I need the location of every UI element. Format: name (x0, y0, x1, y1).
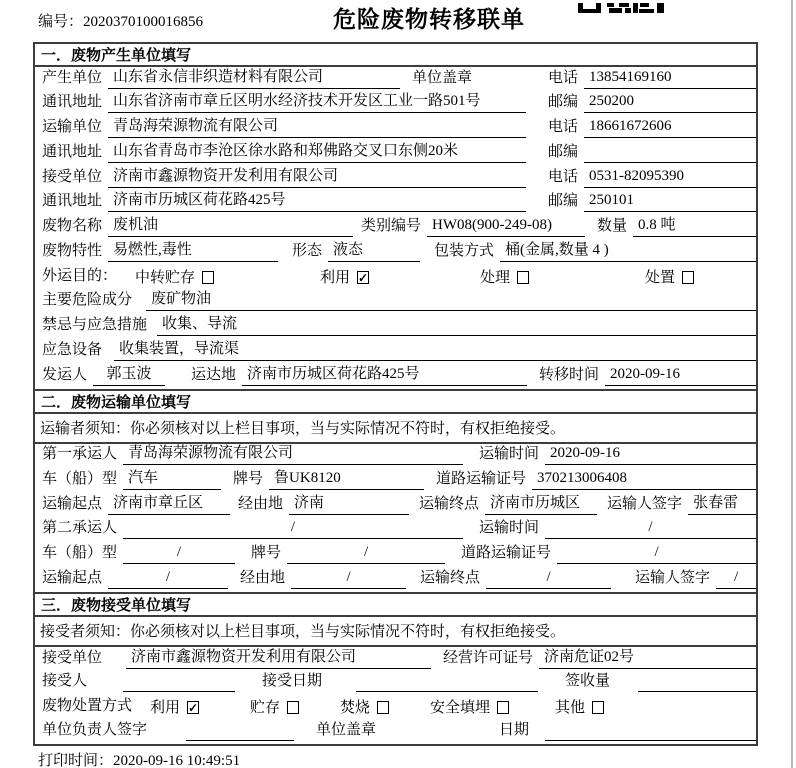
disposal-option-burn-label: 焚烧 (340, 700, 371, 717)
purpose-option-dispose-label: 处置 (645, 269, 676, 286)
receiver-zip-value: 250101 (584, 191, 756, 212)
responsible-sign-value (186, 721, 294, 741)
purpose-treat-checkbox-icon (517, 271, 529, 284)
disposal-use-checkbox-icon (187, 701, 199, 714)
vehicle1-permit-value: 370213006408 (532, 469, 756, 490)
dispatch-dest-value: 济南市历城区荷花路425号 (242, 365, 527, 386)
waste-name-label: 废物名称 (42, 218, 103, 235)
accept-date-label: 接受日期 (262, 673, 323, 690)
vehicle1-permit-label: 道路运输证号 (436, 471, 527, 488)
producer-seal-label: 单位盖章 (412, 69, 473, 86)
producer-row (35, 67, 756, 92)
responsible-sign-row (35, 720, 756, 744)
producer-address-label: 通讯地址 (42, 94, 103, 111)
route2-end-label: 运输终点 (420, 569, 481, 586)
route1-start-label: 运输起点 (42, 495, 103, 512)
equipment-label: 应急设备 (42, 341, 103, 358)
waste-pack-label: 包装方式 (434, 242, 495, 259)
print-time (38, 749, 240, 768)
carrier2-time-value: / (545, 518, 756, 539)
waste-props-row (35, 240, 756, 265)
unit-seal-label: 单位盖章 (316, 721, 377, 738)
dispatch-time-label: 转移时间 (539, 366, 600, 383)
accept-unit-label: 接受单位 (42, 649, 103, 666)
route1-start-value: 济南市章丘区 (108, 494, 230, 515)
page-title: 危险废物转移联单 (333, 7, 525, 32)
hazard-row (35, 290, 756, 315)
vehicle1-plate-value: 鲁UK8120 (269, 469, 424, 490)
waste-pack-value: 桶(金属,数量 4 ) (500, 241, 756, 262)
carrier1-row (35, 444, 756, 469)
disposal-option-other (555, 696, 604, 717)
emergency-label: 禁忌与应急措施 (42, 317, 148, 334)
receiver-phone-value: 0531-82095390 (584, 167, 756, 188)
receiver-address-value: 济南市历城区荷花路425号 (108, 191, 526, 212)
vehicle1-type-label: 车（船）型 (42, 471, 118, 488)
producer-address-value: 山东省济南市章丘区明水经济技术开发区工业一路501号 (108, 92, 526, 113)
producer-label: 产生单位 (42, 69, 103, 86)
disposal-label: 废物处置方式 (42, 698, 133, 715)
vehicle2-row (35, 542, 756, 567)
serial-value: 2020370100016856 (83, 14, 204, 30)
receiver-address-label: 通讯地址 (42, 193, 103, 210)
serial-number (38, 10, 203, 31)
print-time-label: 打印时间： (38, 753, 114, 768)
disposal-other-checkbox-icon (592, 701, 604, 714)
responsible-sign-label: 单位负责人签字 (42, 721, 148, 738)
dispatch-person-label: 发运人 (42, 366, 88, 383)
disposal-option-landfill-label: 安全填埋 (430, 700, 491, 717)
waste-qty-value: 0.8 吨 (633, 216, 756, 237)
disposal-store-checkbox-icon (287, 701, 299, 714)
transporter-label: 运输单位 (42, 119, 103, 136)
disposal-row (35, 695, 756, 720)
vehicle2-plate-value: / (287, 543, 445, 564)
receiver-zip-label: 邮编 (547, 193, 578, 210)
carrier2-row (35, 518, 756, 543)
disposal-option-use-label: 利用 (150, 700, 181, 717)
receiver-notice: 接受者须知：你必须核对以上栏目事项，当与实际情况不符时，有权拒绝接受。 (35, 617, 756, 647)
waste-props-value: 易燃性,毒性 (108, 241, 278, 262)
waste-form-value: 液态 (328, 241, 420, 262)
disposal-option-burn (340, 696, 430, 717)
dispatch-row (35, 364, 756, 389)
transporter-address-value: 山东省青岛市李沧区徐水路和郑佛路交叉口东侧20米 (108, 142, 526, 163)
accept-qty-value (638, 672, 756, 692)
vehicle2-type-label: 车（船）型 (42, 545, 118, 562)
disposal-option-landfill (430, 696, 555, 717)
vehicle2-type-value: / (123, 543, 235, 564)
carrier2-time-label: 运输时间 (479, 520, 540, 537)
purpose-option-use-label: 利用 (320, 269, 351, 286)
accept-qty-label: 签收量 (565, 673, 611, 690)
route2-row (35, 567, 756, 592)
equipment-value: 收集装置，导流渠 (114, 340, 756, 361)
route1-via-label: 经由地 (238, 495, 284, 512)
receiver-value: 济南市鑫源物资开发利用有限公司 (108, 167, 526, 188)
producer-value: 山东省永信非织造材料有限公司 (108, 68, 400, 89)
producer-phone-label: 电话 (547, 69, 578, 86)
route1-sign-label: 运输人签字 (607, 495, 683, 512)
transporter-zip-value (584, 143, 756, 163)
disposal-option-other-label: 其他 (555, 700, 586, 717)
accept-unit-row (35, 647, 756, 672)
waste-form-label: 形态 (292, 242, 323, 259)
vehicle1-plate-label: 牌号 (233, 471, 264, 488)
accept-person-label: 接受人 (42, 673, 88, 690)
purpose-label: 外运目的： (42, 267, 118, 284)
disposal-burn-checkbox-icon (377, 701, 389, 714)
sign-date-value (545, 721, 756, 741)
equipment-row (35, 339, 756, 364)
vehicle2-permit-label: 道路运输证号 (461, 545, 552, 562)
purpose-use-checkbox-icon (357, 271, 369, 284)
route2-sign-value: / (716, 568, 756, 589)
disposal-landfill-checkbox-icon (497, 701, 509, 714)
purpose-option-treat-label: 处理 (480, 269, 511, 286)
accept-unit-value: 济南市鑫源物资开发利用有限公司 (126, 648, 431, 669)
route2-start-value: / (108, 568, 228, 589)
serial-label: 编号： (38, 14, 84, 30)
producer-phone-value: 13854169160 (584, 68, 756, 89)
producer-address-row (35, 92, 756, 117)
waste-name-value: 废机油 (108, 216, 353, 237)
receiver-row (35, 166, 756, 191)
hazard-value: 废矿物油 (146, 290, 756, 311)
dispatch-person-value: 郭玉波 (93, 365, 165, 386)
route1-end-value: 济南市历城区 (485, 494, 597, 515)
transporter-value: 青岛海荣源物流有限公司 (108, 117, 526, 138)
receiver-address-row (35, 191, 756, 216)
vehicle2-plate-label: 牌号 (251, 545, 282, 562)
waste-name-row (35, 215, 756, 240)
producer-zip-label: 邮编 (547, 94, 578, 111)
print-time-value: 2020-09-16 10:49:51 (113, 753, 241, 768)
route2-sign-label: 运输人签字 (635, 569, 711, 586)
section1-header: 一．废物产生单位填写 (35, 44, 756, 67)
receiver-phone-label: 电话 (547, 168, 578, 185)
waste-code-label: 类别编号 (361, 218, 422, 235)
carrier2-value: / (123, 518, 463, 539)
accept-person-value (123, 672, 235, 692)
vehicle1-row (35, 468, 756, 493)
transporter-phone-label: 电话 (547, 119, 578, 136)
route2-via-label: 经由地 (240, 569, 286, 586)
route2-via-value: / (291, 568, 406, 589)
purpose-dispose-checkbox-icon (682, 271, 694, 284)
producer-zip-value: 250200 (584, 92, 756, 113)
purpose-transfer-checkbox-icon (202, 271, 214, 284)
transporter-notice: 运输者须知：你必须核对以上栏目事项，当与实际情况不符时，有权拒绝接受。 (35, 414, 756, 444)
purpose-option-use (320, 266, 480, 287)
dispatch-dest-label: 运达地 (191, 366, 237, 383)
hazard-label: 主要危险成分 (42, 292, 133, 309)
route1-row (35, 493, 756, 518)
transporter-row (35, 116, 756, 141)
section3-header: 三．废物接受单位填写 (35, 592, 756, 617)
section2-header: 二．废物运输单位填写 (35, 389, 756, 414)
receiver-label: 接受单位 (42, 168, 103, 185)
route1-sign-value: 张春雷 (688, 494, 756, 515)
carrier1-time-label: 运输时间 (479, 446, 540, 463)
route2-end-value: / (486, 568, 611, 589)
purpose-option-treat (480, 266, 645, 287)
route1-via-value: 济南 (289, 494, 409, 515)
disposal-option-store-label: 贮存 (250, 700, 281, 717)
page-edge-line (791, 0, 793, 768)
carrier2-label: 第二承运人 (42, 520, 118, 537)
license-label: 经营许可证号 (443, 649, 534, 666)
transporter-address-label: 通讯地址 (42, 143, 103, 160)
route2-start-label: 运输起点 (42, 569, 103, 586)
carrier1-value: 青岛海荣源物流有限公司 (123, 444, 463, 465)
manifest-form-table (33, 42, 758, 746)
vehicle1-type-value: 汽车 (123, 469, 221, 490)
accept-person-row (35, 672, 756, 696)
carrier1-time-value: 2020-09-16 (545, 444, 756, 465)
waste-code-value: HW08(900-249-08) (427, 216, 585, 237)
qr-code-icon (578, 0, 666, 18)
route1-end-label: 运输终点 (419, 495, 480, 512)
purpose-option-transfer-label: 中转贮存 (135, 269, 196, 286)
vehicle2-permit-value: / (557, 543, 756, 564)
waste-props-label: 废物特性 (42, 242, 103, 259)
disposal-option-store (250, 696, 340, 717)
emergency-value: 收集、导流 (157, 315, 756, 336)
transporter-address-row (35, 141, 756, 166)
disposal-option-use (150, 696, 250, 717)
license-value: 济南危证02号 (539, 648, 756, 669)
waste-qty-label: 数量 (597, 218, 628, 235)
transporter-zip-label: 邮编 (547, 143, 578, 160)
emergency-row (35, 314, 756, 339)
dispatch-time-value: 2020-09-16 (605, 365, 756, 386)
sign-date-label: 日期 (499, 721, 530, 738)
purpose-row (35, 265, 756, 290)
purpose-option-transfer (135, 266, 320, 287)
carrier1-label: 第一承运人 (42, 446, 118, 463)
purpose-option-dispose (645, 266, 694, 287)
accept-date-value (356, 672, 538, 692)
transporter-phone-value: 18661672606 (584, 117, 756, 138)
